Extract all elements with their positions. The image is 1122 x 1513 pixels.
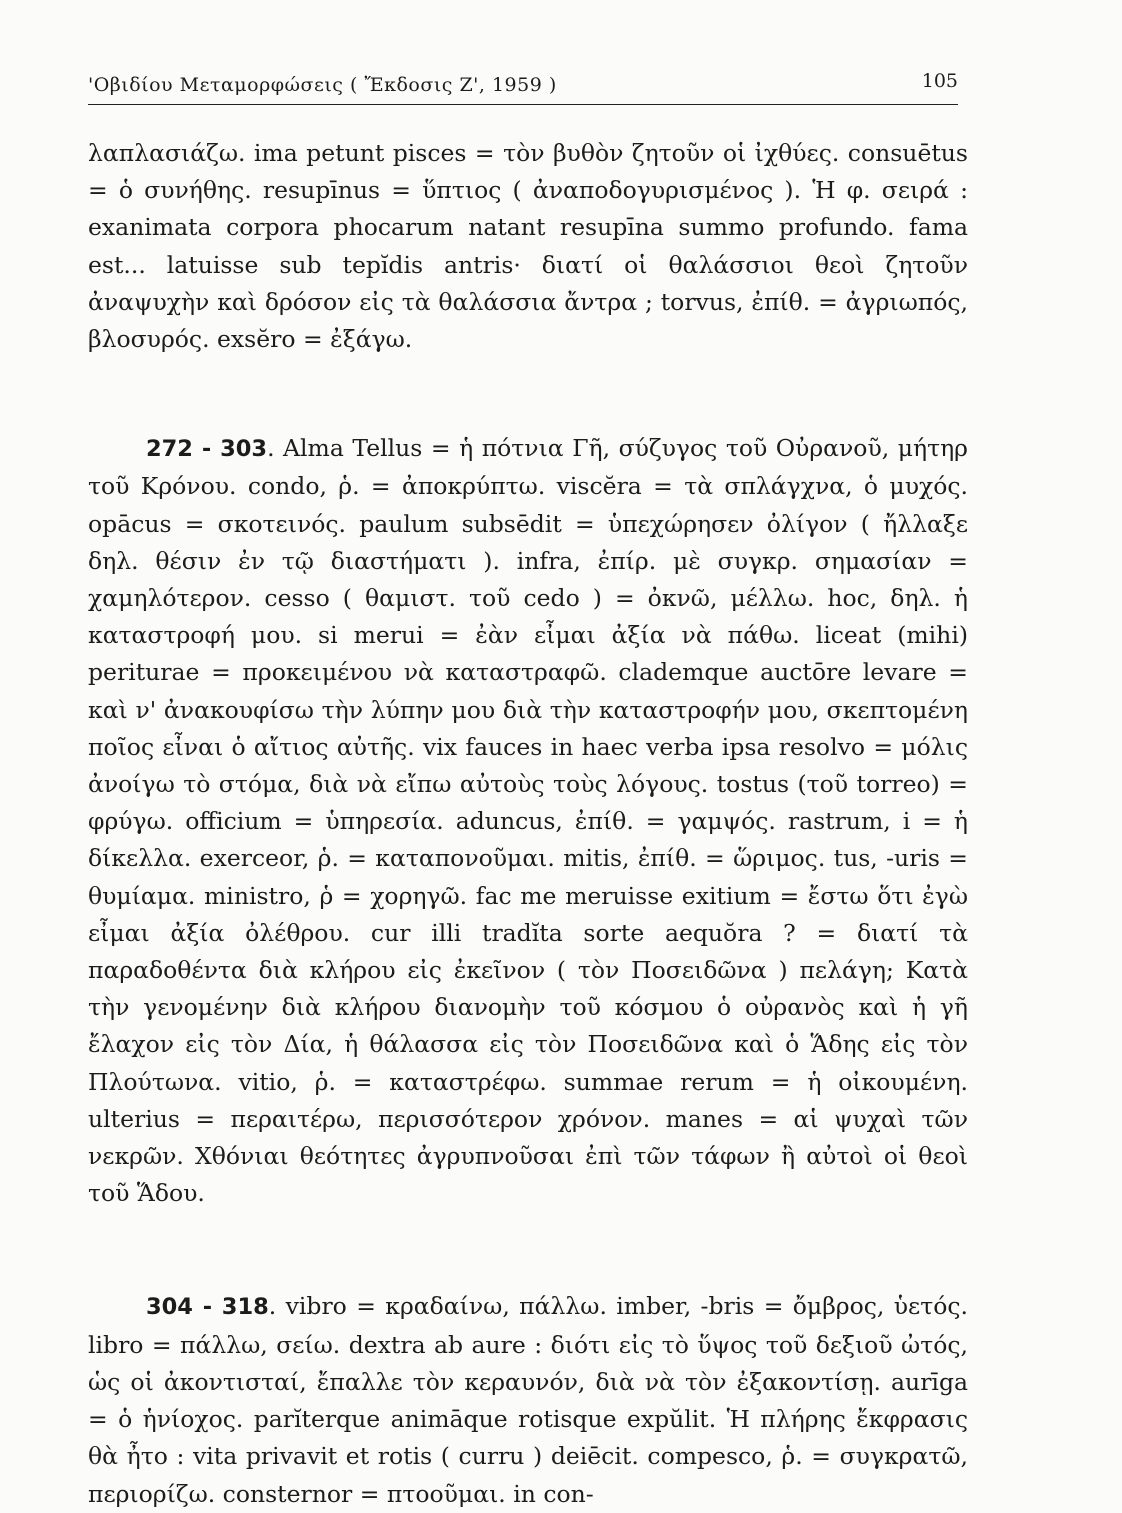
paragraph-text: . vibro = κραδαίνω, πάλλω. imber, -bris = ὄμβρος, ὑετός. libro = πάλλω, σείω. dextra ab aure : διότι εἰς τὸ ὕψος τοῦ δεξιοῦ ὠτός, ὡς οἱ ἀκοντισταί, ἔπαλλε τὸν κεραυνόν, διὰ νὰ τὸν ἐξακοντίσῃ. aurīga = ὁ ἡνίοχος. parĭterque animāque rotisque expŭlit. Ἡ πλήρης ἔκφρασις θὰ ἦτο : vita privavit et rotis ( curru ) deiēcit. compesco, ῥ. = συγκρατῶ, περιορίζω. consternor = πτοοῦμαι. in con- xyxy=(88,1292,968,1508)
running-title: 'Οβιδίου Μεταμορφώσεις ( Ἔκδοσις Ζ', 1959 ) xyxy=(88,74,557,96)
paragraph-272-303 xyxy=(88,430,968,1212)
paragraph-text: . Alma Tellus = ἡ πότνια Γῆ, σύζυγος τοῦ Οὐρανοῦ, μήτηρ τοῦ Κρόνου. condo, ῥ. = ἀποκρύπτω. viscĕra = τὰ σπλάγχνα, ὁ μυχός. opācus = σκοτεινός. paulum subsēdit = ὑπεχώρησεν ὀλίγον ( ἤλλαξε δηλ. θέσιν ἐν τῷ διαστήματι ). infra, ἐπίρ. μὲ συγκρ. σημασίαν = χαμηλότερον. cesso ( θαμιστ. τοῦ cedo ) = ὀκνῶ, μέλλω. hoc, δηλ. ἡ καταστροφή μου. si merui = ἐὰν εἶμαι ἀξία νὰ πάθω. liceat (mihi) periturae = προκειμένου νὰ καταστραφῶ. clademque auctōre levare = καὶ ν' ἀνακουφίσω τὴν λύπην μου διὰ τὴν καταστροφήν μου, σκεπτομένη ποῖος εἶναι ὁ αἴτιος αὐτῆς. vix fauces in haec verba ipsa resolvo = μόλις ἀνοίγω τὸ στόμα, διὰ νὰ εἴπω αὐτοὺς τοὺς λόγους. tostus (τοῦ torreo) = φρύγω. officium = ὑπηρεσία. aduncus, ἐπίθ. = γαμψός. rastrum, i = ἡ δίκελλα. exerceor, ῥ. = καταπονοῦμαι. mitis, ἐπίθ. = ὥριμος. tus, -uris = θυμίαμα. ministro, ῥ = χορηγῶ. fac me meruisse exitium = ἔστω ὅτι ἐγὼ εἶμαι ἀξία ὀλέθρου. cur illi tradĭta sorte aequŏra ? = διατί τὰ παραδοθέντα διὰ κλήρου εἰς ἐκεῖνον ( τὸν Ποσειδῶνα ) πελάγη; Κατὰ τὴν γενομένην διὰ κλήρου διανομὴν τοῦ κόσμου ὁ οὐρανὸς καὶ ἡ γῆ ἔλαχον εἰς τὸν Δία, ἡ θάλασσα εἰς τὸν Ποσειδῶνα καὶ ὁ Ἅδης εἰς τὸν Πλούτωνα. vitio, ῥ. = καταστρέφω. summae rerum = ἡ οἰκουμένη. ulterius = περαιτέρω, περισσότερον χρόνον. manes = αἱ ψυχαὶ τῶν νεκρῶν. Χθόνιαι θεότητες ἀγρυπνοῦσαι ἐπὶ τῶν τάφων ἢ αὐτοὶ οἱ θεοὶ τοῦ Ἅδου. xyxy=(88,434,968,1208)
paragraph-continuation xyxy=(88,135,968,358)
verse-range-number: 272 - 303 xyxy=(146,436,268,463)
page-body xyxy=(88,135,968,1513)
paragraph-text: λαπλασιάζω. ima petunt pisces = τὸν βυθὸν ζητοῦν οἱ ἰχθύες. consuētus = ὁ συνήθης. resupīnus = ὕπτιος ( ἀναποδογυρισμένος ). Ἡ φ. σειρά : exanimata corpora phocarum natant resupīna summo profundo. fama est... latuisse sub tepĭdis antris· διατί οἱ θαλάσσιοι θεοὶ ζητοῦν ἀναψυχὴν καὶ δρόσον εἰς τὰ θαλάσσια ἄντρα ; torvus, ἐπίθ. = ἀγριωπός, βλοσυρός. exsĕro = ἐξάγω. xyxy=(88,139,968,354)
page-number: 105 xyxy=(921,70,958,92)
paragraph-304-318 xyxy=(88,1288,968,1512)
page-header xyxy=(88,66,958,105)
verse-range-number: 304 - 318 xyxy=(146,1294,269,1321)
